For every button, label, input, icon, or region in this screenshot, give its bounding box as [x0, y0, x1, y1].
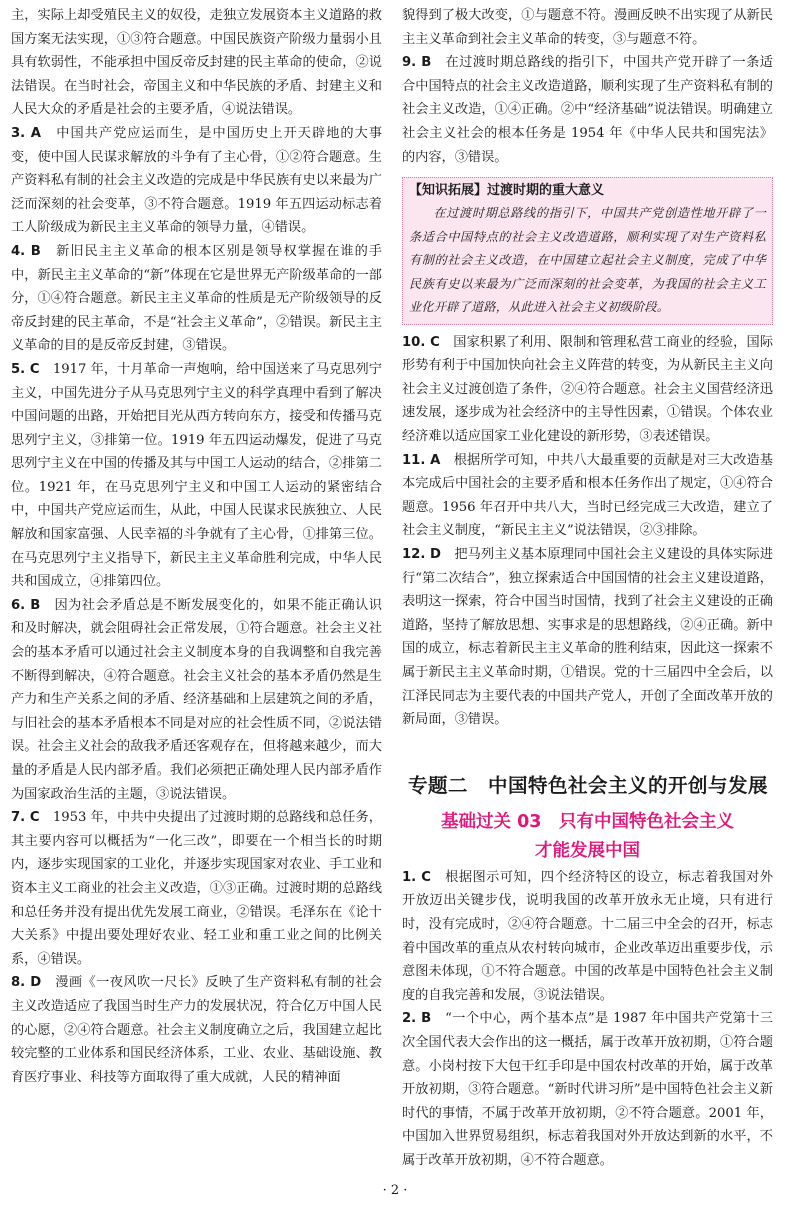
answer-paragraph — [11, 240, 382, 358]
answer-text: 在过渡时期总路线的指引下，中国共产党开辟了一条适合中国特点的社会主义改造道路，顺利实现了生产资料私有制的社会主义改造，①④正确。②中“经济基础”说法错误。明确建立社会主义社会的根本任务是 1954 年《中华人民共和国宪法》的内容，③错误。 — [402, 55, 773, 165]
answer-text: 因为社会矛盾总是不断发展变化的，如果不能正确认识和及时解决，就会阻碍社会正常发展，①符合题意。社会主义社会的基本矛盾可以通过社会主义制度本身的自我调整和自我完善不断得到解决，④符合题意。社会主义社会的基本矛盾仍然是生产力和生产关系之间的矛盾、经济基础和上层建筑之间的矛盾，与旧社会的基本矛盾根本不同是对应的社会性质不同，②说法错误。社会主义社会的敌我矛盾还客观存在，但将越来越少，而大量的矛盾是人民内部矛盾。我们必须把正确处理人民内部矛盾作为国家政治生活的主题，③说法错误。 — [11, 597, 382, 802]
question-number: 3. A — [11, 125, 42, 141]
answer-text: 漫画《一夜风吹一尺长》反映了生产资料私有制的社会主义改造适应了我国当时生产力的发展状况，符合亿万中国人民的心愿，②④符合题意。社会主义制度确立之后，我国建立起比较完整的工业体系和国民经济体系，工业、农业、基础设施、教育医疗事业、科技等方面取得了重大成就，人民的精神面 — [11, 975, 382, 1085]
answer-text: 根据所学可知，中共八大最重要的贡献是对三大改造基本完成后中国社会的主要矛盾和根本任务作出了规定，①④符合题意。1956 年召开中共八大，当时已经完成三大改造，建立了社会主义制度，“新民主主义”说法错误，②③排除。 — [402, 452, 773, 539]
answer-text: 把马列主义基本原理同中国社会主义建设的具体实际进行“第二次结合”，独立探索适合中国国情的社会主义建设道路，表明这一探索，符合中国当时国情，找到了社会主义建设的正确道路，坚持了解放思想、实事求是的思想路线，②④正确。新中国的成立，标志着新民主主义革命的胜利结束，因此这一探索不属于新民主主义革命时期，①错误。党的十三届四中全会后，以江泽民同志为主要代表的中国共产党人，开创了全面改革开放的新局面，③错误。 — [402, 547, 774, 728]
answer-paragraph — [402, 866, 773, 1008]
question-number: 6. B — [11, 597, 41, 613]
answer-paragraph — [402, 1007, 773, 1172]
answer-paragraph — [402, 4, 773, 51]
answer-text: 新旧民主主义革命的根本区别是领导权掌握在谁的手中，新民主主义革命的“新”体现在它是世界无产阶级革命的一部分，①④符合题意。新民主主义革命的性质是无产阶级领导的反帝反封建的民主革命，不是“社会主义革命”，②错误。新民主主义革命的目的是反帝反封建，③错误。 — [11, 243, 382, 354]
answer-text: 中国共产党应运而生，是中国历史上开天辟地的大事变，使中国人民谋求解放的斗争有了主心骨，①②符合题意。生产资料私有制的社会主义改造的完成是中华民族有史以来最为广泛而深刻的社会变革，③不符合题意。1919 年五四运动标志着工人阶级成为新民主主义革命的领导力量，④错误。 — [11, 125, 383, 236]
left-column — [11, 4, 382, 1089]
question-number: 8. D — [11, 975, 42, 991]
answer-text: 1917 年，十月革命一声炮响，给中国送来了马克思列宁主义，中国先进分子从马克思列宁主义的科学真理中看到了解决中国问题的出路，开始把目光从西方转向东方，接受和传播马克思列宁主义，③排第一位。1919 年五四运动爆发，促进了马克思列宁主义在中国的传播及其与中国工人运动的结合，②排第二位。1921 年，在马克思列宁主义和中国工人运动的紧密结合中，中国共产党应运而生，从此，中国人民谋求民族独立、人民解放和国家富强、人民幸福的斗争就有了主心骨，①排第三位。在马克思列宁主义指导下，新民主主义革命胜利完成，中华人民共和国成立，④排第四位。 — [11, 361, 382, 590]
answers-group-1 — [402, 4, 773, 169]
question-number: 5. C — [11, 361, 40, 377]
answers-group-3 — [402, 866, 773, 1173]
question-number: 10. C — [402, 334, 440, 350]
answer-text: 1953 年，中共中央提出了过渡时期的总路线和总任务，其主要内容可以概括为“一化三改”，即要在一个相当长的时期内，逐步实现国家的工业化，并逐步实现国家对农业、手工业和资本主义工商业的社会主义改造，①③正确。过渡时期的总路线和总任务并没有提出优先发展工商业，②错误。毛泽东在《论十大关系》中提出要处理好农业、轻工业和重工业之间的比例关系，④错误。 — [11, 810, 382, 967]
knowledge-extension-box — [402, 177, 773, 325]
answer-text: 根据图示可知，四个经济特区的设立，标志着我国对外开放迈出关键步伐，说明我国的改革开放永无止境，只有进行时，没有完成时，②④符合题意。十二届三中全会的召开，标志着中国改革的重点从农村转向城市，企业改革迈出重要步伐，示意图未体现，①不符合题意。中国的改革是中国特色社会主义制度的自我完善和发展，③说法错误。 — [402, 869, 774, 1003]
answer-paragraph — [11, 594, 382, 806]
answer-paragraph — [11, 4, 382, 122]
question-number: 12. D — [402, 547, 441, 562]
knowledge-body: 在过渡时期总路线的指引下，中国共产党创造性地开辟了一条适合中国特点的社会主义改造道路，顺利实现了对生产资料私有制的社会主义改造，在中国建立起社会主义制度，完成了中华民族有史以来最为广泛而深刻的社会变革，为我国的社会主义工业化开辟了道路，从此进入社会主义初级阶段。 — [409, 206, 766, 315]
answers-group-2 — [402, 331, 773, 732]
question-number: 11. A — [402, 452, 441, 468]
answer-paragraph — [402, 51, 773, 169]
answer-paragraph — [11, 122, 382, 240]
section-title-line-1: 基础过关 03 只有中国特色社会主义 — [441, 811, 734, 832]
answer-paragraph — [402, 331, 773, 449]
answer-text: 主，实际上却受殖民主义的奴役，走独立发展资本主义道路的救国方案无法实现，①③符合题意。中国民族资产阶级力量弱小且具有软弱性，不能承担中国反帝反封建的民主革命的使命，②说法错误。在当时社会，帝国主义和中华民族的矛盾、封建主义和人民大众的矛盾是社会的主要矛盾，④说法错误。 — [11, 8, 382, 118]
answer-paragraph — [402, 449, 773, 543]
answer-paragraph — [11, 806, 382, 971]
question-number: 9. B — [402, 55, 432, 71]
answer-paragraph — [11, 358, 382, 594]
answer-paragraph — [402, 543, 773, 732]
question-number: 7. C — [11, 810, 40, 826]
answer-text: 国家积累了利用、限制和管理私营工商业的经验，国际形势有利于中国加快向社会主义阵营的转变，为从新民主主义向社会主义过渡创造了条件，②④符合题意。社会主义国营经济迅速发展，逐步成为社会经济中的主导性因素，①错误。个体农业经济难以适应国家工业化建设的新形势，③表述错误。 — [402, 334, 774, 445]
question-number: 1. C — [402, 869, 431, 885]
knowledge-heading: 【知识拓展】过渡时期的重大意义 — [409, 183, 605, 199]
question-number: 4. B — [11, 243, 41, 259]
answer-text: “一个中心，两个基本点”是 1987 年中国共产党第十三次全国代表大会作出的这一概括，属于改革开放初期，①符合题意。小岗村按下大包干红手印是中国农村改革的开始，属于改革开放初期，③符合题意。“新时代讲习所”是中国特色社会主义新时代的事情，不属于改革开放初期，②不符合题意。2001 年，中国加入世界贸易组织，标志着我国对外开放达到新的水平，不属于改革开放初期，④不符合题意。 — [402, 1011, 774, 1168]
right-column — [402, 4, 773, 1172]
answer-text: 貌得到了极大改变，①与题意不符。漫画反映不出实现了从新民主主义革命到社会主义革命的转变，③与题意不符。 — [402, 8, 773, 47]
question-number: 2. B — [402, 1011, 432, 1027]
page-number: · 2 · — [382, 1183, 408, 1198]
section-title-line-2: 才能发展中国 — [535, 840, 640, 861]
answer-paragraph — [11, 971, 382, 1089]
topic-title: 专题二 中国特色社会主义的开创与发展 — [408, 773, 769, 797]
